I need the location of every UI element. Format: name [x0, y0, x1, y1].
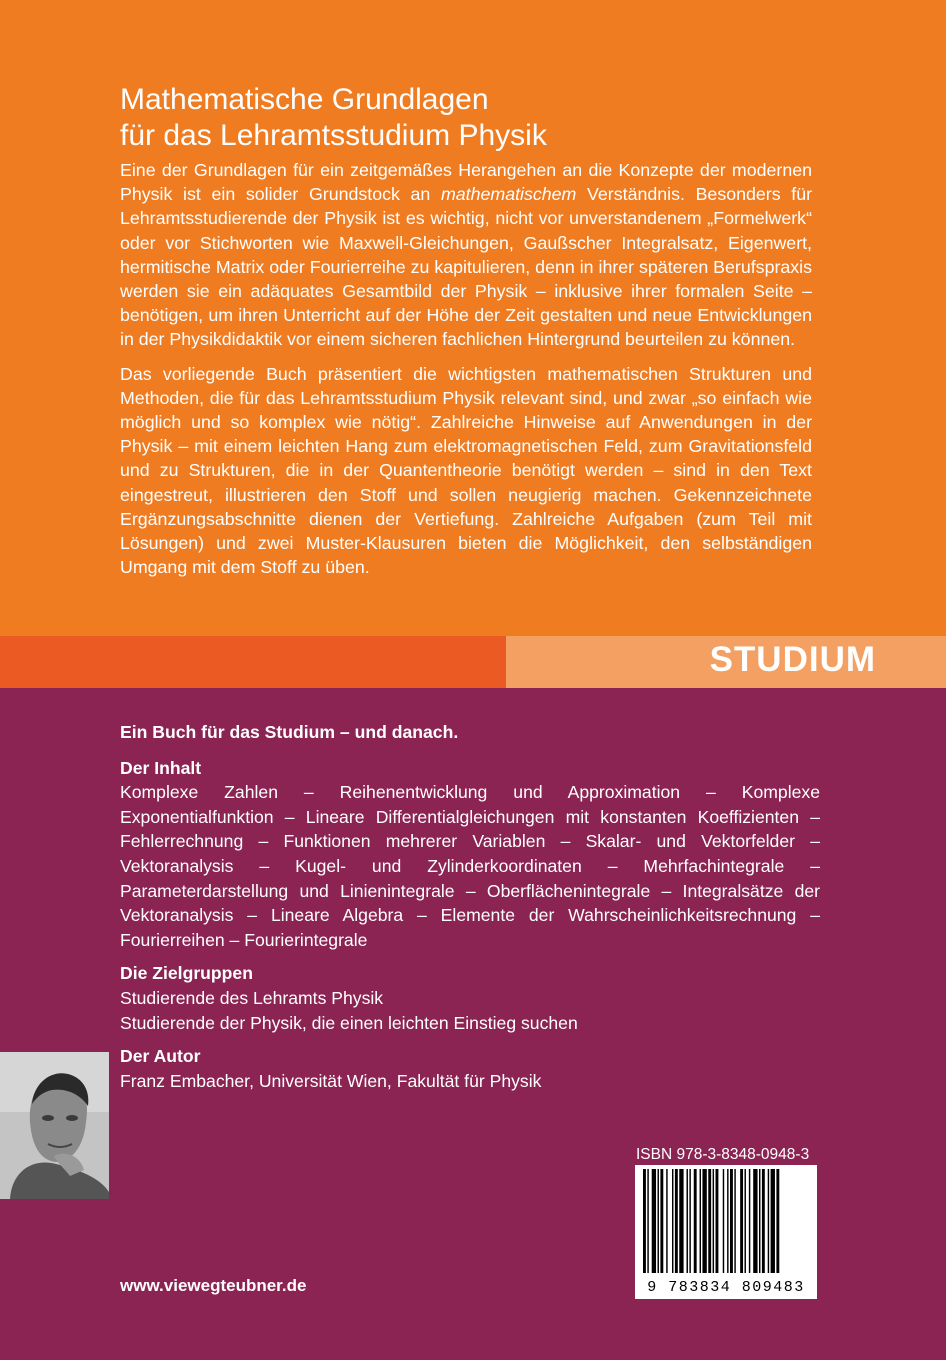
book-title-line-2: für das Lehramtsstudium Physik [120, 119, 547, 152]
barcode-bar [666, 1169, 667, 1273]
zielgruppen-heading: Die Zielgruppen [120, 963, 253, 984]
barcode-bar [672, 1169, 673, 1273]
barcode-bar [730, 1169, 733, 1273]
barcode-bar [647, 1169, 648, 1273]
section-zielgruppen [120, 961, 820, 1035]
author-portrait [0, 1052, 109, 1199]
barcode-bar [723, 1169, 724, 1273]
inhalt-heading: Der Inhalt [120, 757, 202, 778]
barcode-bar [727, 1169, 728, 1273]
zielgruppen-line-2: Studierende der Physik, die einen leichten Einstieg suchen [120, 1012, 578, 1033]
author-portrait-image [0, 1052, 109, 1199]
barcode-bar [700, 1169, 701, 1273]
description-p1-italic: mathematischem [440, 184, 577, 205]
description-p1-start: Eine der Grundlagen für ein zeitgemäßes Herangehen an die Konzepte der modernen Physik ist ein solider Grundstock an [120, 160, 812, 205]
info-block [120, 720, 820, 1102]
barcode-bar [713, 1169, 714, 1273]
barcode-bar [768, 1169, 769, 1273]
barcode-bar [652, 1169, 656, 1273]
barcode-bar [771, 1169, 775, 1273]
book-title [120, 82, 880, 154]
barcode-bar [687, 1169, 688, 1273]
description-p1-end: Verständnis. Besonders für Lehramtsstudierende der Physik ist es wichtig, nicht vor unverstandenem „Formelwerk“ oder vor Stichworten wie Maxwell-Gleichungen, Gaußscher Integralsatz, Eigenwert, hermitische Matrix oder Fourierreihe zu kapitulieren, denn in ihrer späteren Berufspraxis werden sie ein adäquates Gesamtbild der Physik – inklusive ihrer formalen Seite – benötigen, um ihren Unterricht auf der Höhe der Zeit gestalten und neue Entwicklungen in der Physikdidaktik vor einem sicheren fachlichen Hintergrund beurteilen zu können. [120, 184, 812, 350]
autor-heading: Der Autor [120, 1046, 201, 1067]
barcode-bar [734, 1169, 735, 1273]
section-inhalt [120, 756, 820, 953]
tagline: Ein Buch für das Studium – und danach. [120, 722, 459, 742]
barcode-digits: 9 783834 809483 [647, 1279, 805, 1296]
autor-text: Franz Embacher, Universität Wien, Fakultät für Physik [120, 1070, 542, 1091]
barcode-bar [749, 1169, 750, 1273]
barcode-bar [716, 1169, 719, 1273]
description-paragraph-1 [120, 158, 812, 352]
barcode-bar [643, 1169, 646, 1273]
inhalt-text: Komplexe Zahlen – Reihenentwicklung und Approximation – Komplexe Exponentialfunktion – Lineare Differentialgleichungen mit konstanten Koeffizienten – Fehlerrechnung – Funktionen mehrerer Variablen – Skalar- und Vektorfelder – Vektoranalysis – Kugel- und Zylinderkoordinaten – Mehrfachintegrale – Parameterdarstellung und Linienintegrale – Oberflächenintegrale – Integralsätze der Vektoranalysis – Lineare Algebra – Elemente der Wahrscheinlichkeitsrechnung – Fourierreihen – Fourierintegrale [120, 782, 820, 950]
publisher-url[interactable]: www.viewegteubner.de [120, 1276, 307, 1295]
barcode-bars [635, 1165, 817, 1277]
zielgruppen-line-1: Studierende des Lehramts Physik [120, 987, 384, 1008]
isbn-text: ISBN 978-3-8348-0948-3 [636, 1146, 810, 1163]
barcode-bar [708, 1169, 711, 1273]
barcode-bar [694, 1169, 697, 1273]
barcode-bar [675, 1169, 678, 1273]
book-description [120, 158, 812, 589]
series-label: STUDIUM [709, 640, 876, 679]
barcode-bar [658, 1169, 659, 1273]
barcode-bar [702, 1169, 706, 1273]
barcode-bar [759, 1169, 760, 1273]
barcode-bar [776, 1169, 779, 1273]
barcode-bar [689, 1169, 690, 1273]
section-autor [120, 1044, 820, 1093]
barcode-bar [740, 1169, 743, 1273]
book-title-line-1: Mathematische Grundlagen [120, 83, 489, 116]
barcode-bar [679, 1169, 683, 1273]
barcode-bar [753, 1169, 757, 1273]
barcode-bar [660, 1169, 663, 1273]
barcode-bar [762, 1169, 765, 1273]
description-paragraph-2: Das vorliegende Buch präsentiert die wichtigsten mathematischen Strukturen und Methoden, die für das Lehramtsstudium Physik relevant sind, und zwar „so einfach wie möglich und so komplex wie nötig“. Zahlreiche Hinweise auf Anwendungen in der Physik – mit einem leichten Hang zum elektromagnetischen Feld, zum Gravitationsfeld und zu Strukturen, die in der Quantentheorie benötigt werden – sind in den Text eingestreut, illustrieren den Stoff und sollen neugierig machen. Gekennzeichnete Ergänzungsabschnitte dienen der Vertiefung. Zahlreiche Aufgaben (zum Teil mit Lösungen) und zwei Muster-Klausuren bieten die Möglichkeit, den selbständigen Umgang mit dem Stoff zu üben. [120, 363, 812, 578]
barcode-bar [745, 1169, 746, 1273]
barcode [635, 1165, 817, 1299]
